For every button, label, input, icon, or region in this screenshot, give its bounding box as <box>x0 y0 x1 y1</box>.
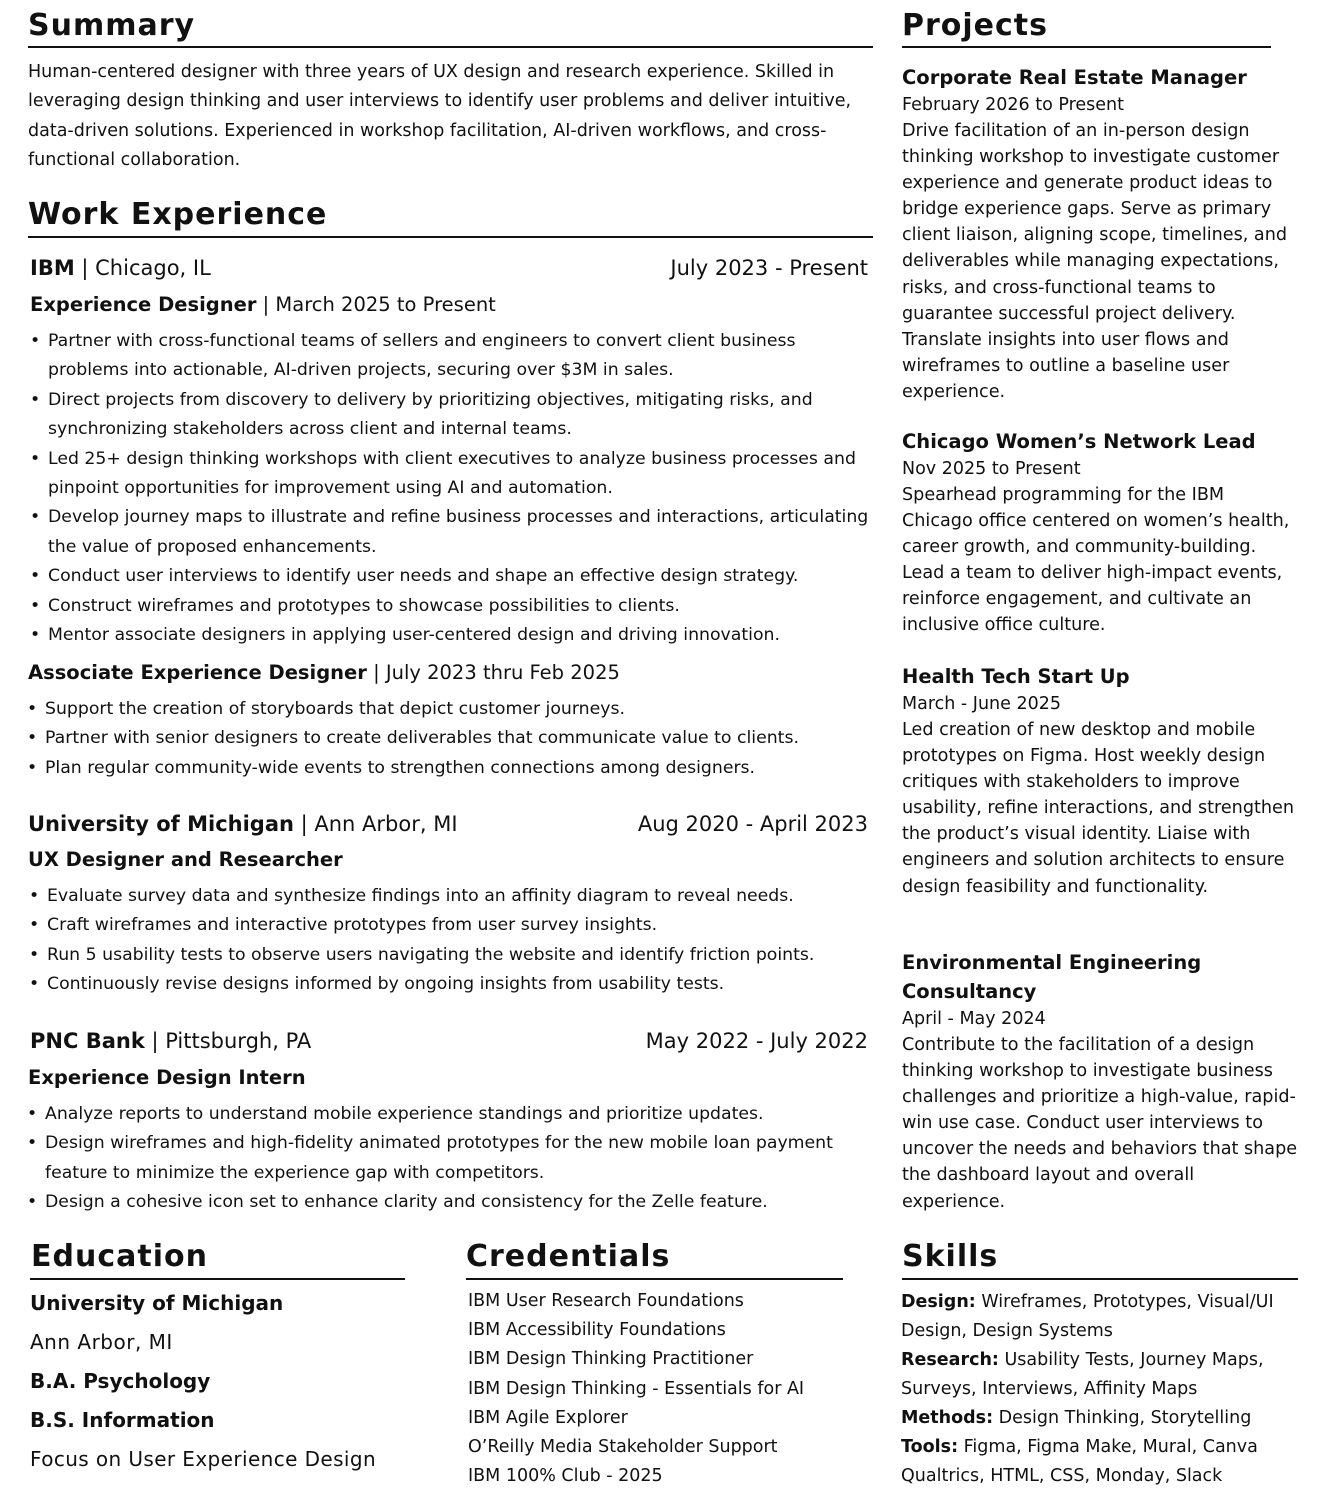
list-item: IBM 100% Club - 2025 <box>468 1466 663 1487</box>
skill-values: Figma, Figma Make, Mural, Canva Qualtrics, HTML, CSS, Monday, Slack <box>901 1437 1258 1486</box>
job-header-umich <box>28 811 458 837</box>
education-divider <box>30 1278 405 1280</box>
skills-list <box>901 1288 1299 1491</box>
bullet-list <box>25 1100 843 1218</box>
role-header <box>30 292 496 318</box>
project-date: March - June 2025 <box>902 694 1061 714</box>
list-item: IBM User Research Foundations <box>468 1291 744 1311</box>
company-location: | Chicago, IL <box>74 256 211 280</box>
skill-values: Design Thinking, Storytelling <box>993 1408 1252 1428</box>
company-name: PNC Bank <box>30 1029 145 1053</box>
role-header <box>28 660 620 686</box>
list-item: IBM Design Thinking Practitioner <box>468 1349 754 1370</box>
list-item: • Develop journey maps to illustrate and refine business processes and interactions, articulating the value of proposed enhancements. <box>28 503 876 562</box>
projects-heading: Projects <box>902 8 1049 43</box>
list-item: • Partner with cross-functional teams of sellers and engineers to convert client business problems into actionable, AI-driven projects, securing over $3M in sales. <box>28 327 876 386</box>
bullet-list <box>28 327 876 650</box>
role-period: | March 2025 to Present <box>256 293 496 316</box>
credentials-heading: Credentials <box>466 1239 671 1274</box>
list-item: • Design wireframes and high-fidelity animated prototypes for the new mobile loan payment feature to minimize the experience gap with competitors. <box>25 1129 843 1188</box>
project-title: Corporate Real Estate Manager <box>902 66 1247 89</box>
summary-text: Human-centered designer with three years of UX design and research experience. Skilled in leveraging design thinking and user interviews to identify user problems and deliver intuitive, data-driven solutions. Experienced in workshop facilitation, AI-driven workflows, and cross-functional collaboration. <box>28 62 852 171</box>
list-item: • Mentor associate designers in applying user-centered design and driving innovation. <box>28 621 876 650</box>
summary-heading: Summary <box>28 8 196 43</box>
work-experience-heading: Work Experience <box>28 197 328 232</box>
list-item: • Analyze reports to understand mobile experience standings and prioritize updates. <box>25 1100 843 1129</box>
job-header-pnc <box>30 1028 311 1054</box>
project-description: Led creation of new desktop and mobile prototypes on Figma. Host weekly design critiques with stakeholders to improve usability, refine interactions, and strengthen the product’s visual identity. Liaise with engineers and solution architects to ensure design feasibility and functionality. <box>902 720 1295 897</box>
company-location: | Pittsburgh, PA <box>144 1029 312 1053</box>
role-title: Experience Design Intern <box>28 1066 306 1089</box>
project-description: Spearhead programming for the IBM Chicago office centered on women’s health, career growth, and community-building. Lead a team to deliver high-impact events, reinforce engagement, and cultivate an inclusive office culture. <box>902 485 1290 636</box>
list-item: • Led 25+ design thinking workshops with client executives to analyze business processes and pinpoint opportunities for improvement using AI and automation. <box>28 445 876 504</box>
company-name: University of Michigan <box>28 812 294 836</box>
skill-values: Usability Tests, Journey Maps, Surveys, Interviews, Affinity Maps <box>901 1350 1264 1399</box>
skill-values: Wireframes, Prototypes, Visual/UI Design, Design Systems <box>901 1292 1274 1341</box>
school-name: University of Michigan <box>30 1291 284 1315</box>
list-item: IBM Accessibility Foundations <box>468 1320 726 1341</box>
list-item: • Support the creation of storyboards that depict customer journeys. <box>25 695 873 724</box>
work-experience-divider <box>28 236 873 238</box>
list-item: IBM Agile Explorer <box>468 1407 628 1428</box>
list-item: • Continuously revise designs informed by ongoing insights from usability tests. <box>27 970 875 999</box>
list-item: • Conduct user interviews to identify user needs and shape an effective design strategy. <box>28 562 876 591</box>
project-date: April - May 2024 <box>902 1009 1046 1029</box>
project-description: Drive facilitation of an in-person design thinking workshop to investigate customer experience and generate product ideas to bridge experience gaps. Serve as primary client liaison, aligning scope, timelines, and deliverables while managing expectations, risks, and cross-functional teams to guarantee successful project delivery. Translate insights into user flows and wireframes to outline a baseline user experience. <box>902 121 1288 402</box>
project-item <box>902 948 1298 1215</box>
role-title: UX Designer and Researcher <box>28 848 343 871</box>
job-dates: July 2023 - Present <box>670 256 868 280</box>
skills-divider <box>902 1278 1298 1280</box>
degree: B.S. Information <box>30 1408 215 1432</box>
skill-label: Methods: <box>901 1408 994 1428</box>
skill-group-design <box>901 1288 1299 1346</box>
degree: B.A. Psychology <box>30 1369 211 1393</box>
job-dates: May 2022 - July 2022 <box>645 1029 868 1053</box>
list-item: • Run 5 usability tests to observe users navigating the website and identify friction points. <box>27 941 875 970</box>
job-dates: Aug 2020 - April 2023 <box>637 812 868 836</box>
project-description: Contribute to the facilitation of a design thinking workshop to investigate business challenges and prioritize a high-value, rapid-win use case. Conduct user interviews to uncover the needs and behaviors that shape the dashboard layout and overall experience. <box>902 1035 1298 1212</box>
role-title: Experience Designer <box>30 293 257 316</box>
list-item: • Evaluate survey data and synthesize findings into an affinity diagram to reveal needs. <box>27 882 875 911</box>
education-details <box>30 1284 376 1479</box>
role-header <box>28 847 343 873</box>
role-title: Associate Experience Designer <box>28 661 367 684</box>
list-item: O’Reilly Media Stakeholder Support <box>468 1437 778 1458</box>
company-name: IBM <box>30 256 75 280</box>
project-title: Chicago Women’s Network Lead <box>902 430 1256 453</box>
list-item: • Plan regular community-wide events to strengthen connections among designers. <box>25 754 873 783</box>
degree-focus: Focus on User Experience Design <box>30 1447 377 1471</box>
education-heading: Education <box>31 1239 208 1274</box>
role-header <box>28 1065 306 1091</box>
role-period: | July 2023 thru Feb 2025 <box>366 661 620 684</box>
skill-label: Design: <box>901 1292 976 1312</box>
skills-heading: Skills <box>902 1239 999 1274</box>
skill-group-tools <box>901 1433 1299 1491</box>
project-title: Health Tech Start Up <box>902 665 1130 688</box>
project-title: Environmental Engineering Consultancy <box>902 951 1202 1003</box>
list-item: • Construct wireframes and prototypes to showcase possibilities to clients. <box>28 592 876 621</box>
list-item: • Craft wireframes and interactive prototypes from user survey insights. <box>27 911 875 940</box>
skill-group-research <box>901 1346 1299 1404</box>
bullet-list <box>25 695 873 783</box>
project-item <box>902 427 1298 639</box>
bullet-list <box>27 882 875 1000</box>
project-date: Nov 2025 to Present <box>902 459 1081 479</box>
project-item <box>902 63 1298 405</box>
list-item: IBM Design Thinking - Essentials for AI <box>468 1378 805 1399</box>
skill-group-methods <box>901 1404 1299 1433</box>
credentials-list <box>468 1287 804 1491</box>
list-item: • Partner with senior designers to create deliverables that communicate value to clients. <box>25 724 873 753</box>
project-date: February 2026 to Present <box>902 95 1124 115</box>
projects-divider <box>902 46 1271 48</box>
school-location: Ann Arbor, MI <box>30 1330 173 1354</box>
project-item <box>902 662 1298 900</box>
list-item: • Design a cohesive icon set to enhance clarity and consistency for the Zelle feature. <box>25 1188 843 1217</box>
credentials-divider <box>466 1278 843 1280</box>
summary-divider <box>28 46 873 48</box>
list-item: • Direct projects from discovery to delivery by prioritizing objectives, mitigating risks, and synchronizing stakeholders across client and internal teams. <box>28 386 876 445</box>
company-location: | Ann Arbor, MI <box>293 812 458 836</box>
skill-label: Research: <box>901 1350 999 1370</box>
skill-label: Tools: <box>901 1437 959 1457</box>
job-header-ibm <box>30 255 211 281</box>
